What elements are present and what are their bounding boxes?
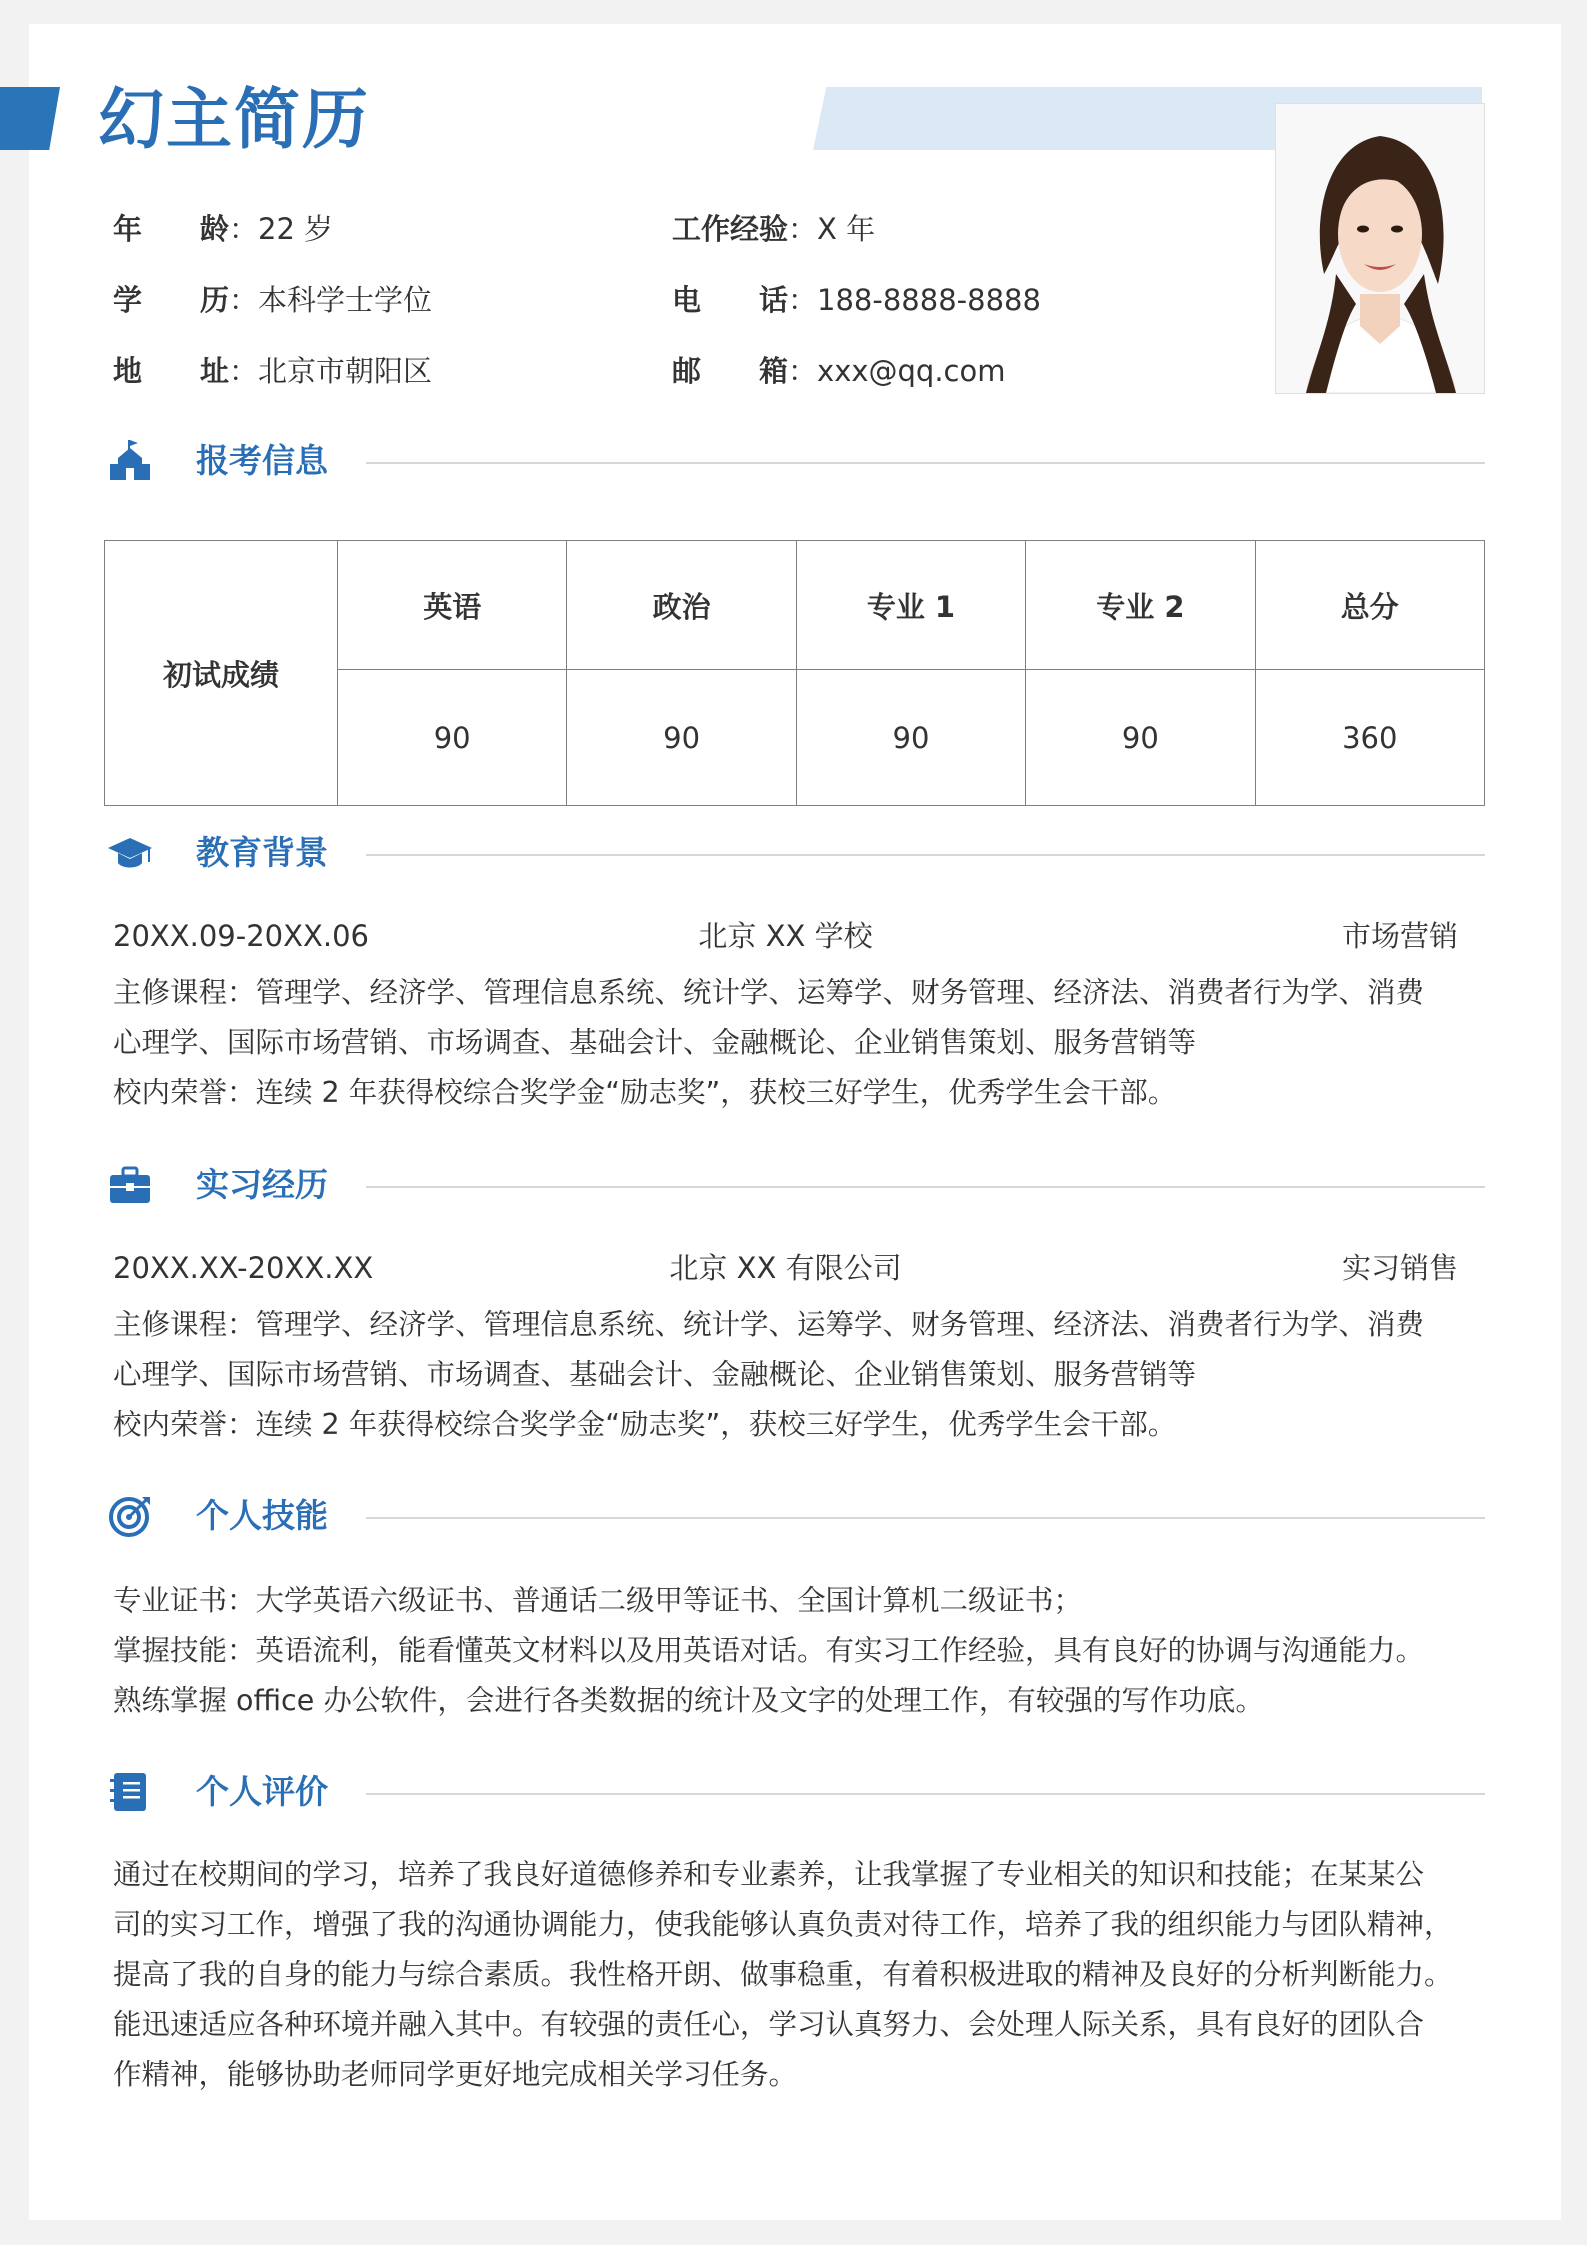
section-divider [366,1186,1485,1188]
section-divider [366,854,1485,856]
entry-date: 20XX.XX-20XX.XX [113,1251,374,1285]
info-address [113,351,432,391]
table-header-row [105,541,1485,670]
info-education [113,280,432,320]
info-separator: ： [229,354,259,388]
table-column-header: 英语 [338,541,567,670]
table-cell: 90 [338,670,567,806]
paragraph-line: 心理学、国际市场营销、市场调查、基础会计、金融概论、企业销售策划、服务营销等 [113,1358,1197,1391]
internship-details [113,1300,1483,1450]
table-cell: 90 [567,670,796,806]
exam-score-table [104,540,1485,806]
section-title: 实习经历 [196,1165,328,1204]
paragraph-line: 校内荣誉：连续 2 年获得校综合奖学金“励志奖”，获校三好学生，优秀学生会干部。 [113,1408,1177,1441]
paragraph-line: 作精神，能够协助老师同学更好地完成相关学习任务。 [113,2058,798,2091]
portrait-image [1276,104,1484,393]
info-value: 188-8888-8888 [817,283,1041,317]
table-cell: 360 [1255,670,1484,806]
education-details [113,968,1483,1118]
section-evaluation [108,1767,1485,1817]
info-age [113,209,333,249]
table-column-header: 专业 2 [1026,541,1255,670]
info-value: 本科学士学位 [258,283,433,317]
table-column-header: 政治 [567,541,796,670]
table-cell: 90 [796,670,1025,806]
section-exam-info [108,436,1485,486]
info-separator: ： [788,212,818,246]
paragraph-line: 能迅速适应各种环境并融入其中。有较强的责任心，学习认真努力、会处理人际关系，具有良好的团队合 [113,2008,1425,2041]
paragraph-line: 通过在校期间的学习，培养了我良好道德修养和专业素养，让我掌握了专业相关的知识和技能；在某某公 [113,1858,1425,1891]
paragraph-line: 熟练掌握 office 办公软件，会进行各类数据的统计及文字的处理工作，有较强的写作功底。 [113,1684,1264,1717]
section-title: 个人技能 [196,1496,328,1535]
evaluation-details [113,1850,1483,2100]
section-title: 个人评价 [196,1772,328,1811]
info-label: 地 址 [113,354,230,388]
info-value: 北京市朝阳区 [258,354,433,388]
info-value: X 年 [817,212,876,246]
table-row-header: 初试成绩 [105,541,338,806]
info-separator: ： [788,354,818,388]
info-separator: ： [229,283,259,317]
section-title: 报考信息 [196,441,328,480]
info-label: 工作经验 [672,212,789,246]
info-value: 22 岁 [258,212,334,246]
section-divider [366,1793,1485,1795]
info-label: 电 话 [672,283,789,317]
paragraph-line: 主修课程：管理学、经济学、管理信息系统、统计学、运筹学、财务管理、经济法、消费者行为学、消费 [113,1308,1425,1341]
paragraph-line: 提高了我的自身的能力与综合素质。我性格开朗、做事稳重，有着积极进取的精神及良好的分析判断能力。 [113,1958,1453,1991]
entry-date: 20XX.09-20XX.06 [113,919,369,953]
section-divider [366,1517,1485,1519]
section-education [108,828,1485,878]
paragraph-line: 主修课程：管理学、经济学、管理信息系统、统计学、运筹学、财务管理、经济法、消费者行为学、消费 [113,976,1425,1009]
paragraph-line: 掌握技能：英语流利，能看懂英文材料以及用英语对话。有实习工作经验，具有良好的协调与沟通能力。 [113,1634,1425,1667]
table-cell: 90 [1026,670,1255,806]
info-label: 邮 箱 [672,354,789,388]
info-label: 学 历 [113,283,230,317]
entry-role: 实习销售 [1341,1251,1458,1285]
section-skills [108,1491,1485,1541]
info-value[interactable]: xxx@qq.com [817,354,1006,388]
briefcase-icon [108,1164,152,1206]
profile-photo [1275,103,1485,394]
info-separator: ： [788,283,818,317]
paragraph-line: 心理学、国际市场营销、市场调查、基础会计、金融概论、企业销售策划、服务营销等 [113,1026,1197,1059]
info-label: 年 龄 [113,212,230,246]
skills-details [113,1576,1483,1726]
paragraph-line: 校内荣誉：连续 2 年获得校综合奖学金“励志奖”，获校三好学生，优秀学生会干部。 [113,1076,1177,1109]
resume-title: 幻主简历 [98,81,370,158]
info-separator: ： [229,212,259,246]
info-phone [672,280,1041,320]
paragraph-line: 专业证书：大学英语六级证书、普通话二级甲等证书、全国计算机二级证书； [113,1584,1083,1617]
info-work-experience [672,209,875,249]
info-email [672,351,1006,391]
table-column-header: 总分 [1255,541,1484,670]
entry-major: 市场营销 [1341,919,1458,953]
target-icon [108,1495,152,1537]
section-divider [366,462,1485,464]
section-internship [108,1160,1485,1210]
paragraph-line: 司的实习工作，增强了我的沟通协调能力，使我能够认真负责对待工作，培养了我的组织能力与团队精神， [113,1908,1453,1941]
internship-entry-header [113,1246,1458,1290]
entry-school: 北京 XX 学校 [698,919,873,953]
school-building-icon [108,440,152,482]
education-entry-header [113,914,1458,958]
notebook-icon [108,1771,152,1813]
graduation-cap-icon [108,832,152,874]
section-title: 教育背景 [196,833,328,872]
table-column-header: 专业 1 [796,541,1025,670]
entry-company: 北京 XX 有限公司 [669,1251,902,1285]
